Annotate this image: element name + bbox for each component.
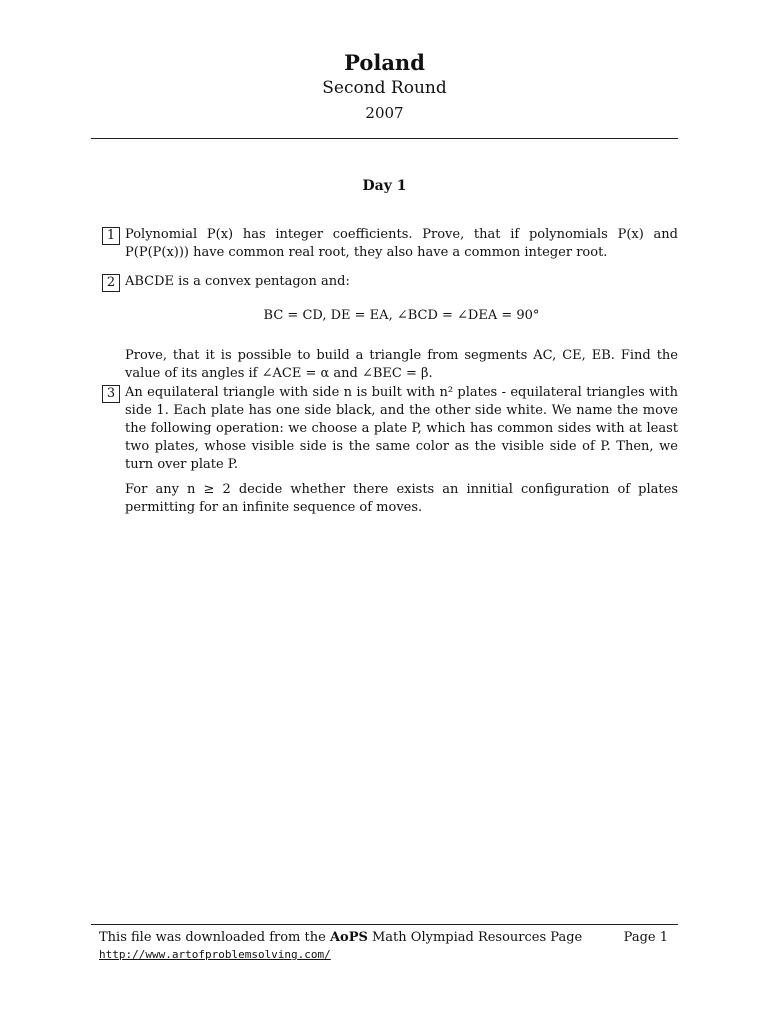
- problem-3: [91, 384, 678, 524]
- footer-source: [99, 930, 582, 945]
- problem-number-box: 1: [102, 227, 120, 245]
- page-number: Page 1: [623, 930, 668, 945]
- problem-text: Polynomial P(x) has integer coefficients. Prove, that if polynomials P(x) and P(P(P(x))) have common real root, they also have a common integer root.: [125, 227, 678, 260]
- footer-divider: [91, 924, 678, 925]
- footer: [91, 930, 678, 961]
- competition-year: 2007: [365, 104, 404, 122]
- competition-country: Poland: [344, 50, 425, 75]
- problem-text: Prove, that it is possible to build a triangle from segments AC, CE, EB. Find the value of its angles if ∠ACE = α and ∠BEC = β.: [125, 348, 678, 381]
- footer-source-prefix: This file was downloaded from the: [99, 930, 330, 945]
- problem-number-box: 3: [102, 385, 120, 403]
- display-equation: BC = CD, DE = EA, ∠BCD = ∠DEA = 90°: [263, 308, 540, 323]
- footer-brand: AoPS: [329, 930, 368, 945]
- aops-link[interactable]: http://www.artofproblemsolving.com/: [99, 948, 331, 961]
- header-divider: [91, 138, 678, 139]
- footer-source-suffix: Math Olympiad Resources Page: [367, 930, 583, 945]
- problem-intro: ABCDE is a convex pentagon and:: [125, 274, 350, 289]
- day-title: Day 1: [362, 178, 407, 194]
- competition-round: Second Round: [322, 78, 447, 98]
- problem-text: An equilateral triangle with side n is built with n² plates - equilateral triangles with side 1. Each plate has one side black, and the other side white. We name the move the following operation: we choose a plate P, which has common sides with at least two plates, whose visible side is the same color as the visible side of P. Then, we turn over plate P.: [125, 385, 678, 472]
- problem-2: [91, 273, 678, 390]
- problem-1: [91, 226, 678, 269]
- problem-text: For any n ≥ 2 decide whether there exists an innitial configuration of plates permitting for an infinite sequence of moves.: [125, 482, 678, 515]
- problem-number-box: 2: [102, 274, 120, 292]
